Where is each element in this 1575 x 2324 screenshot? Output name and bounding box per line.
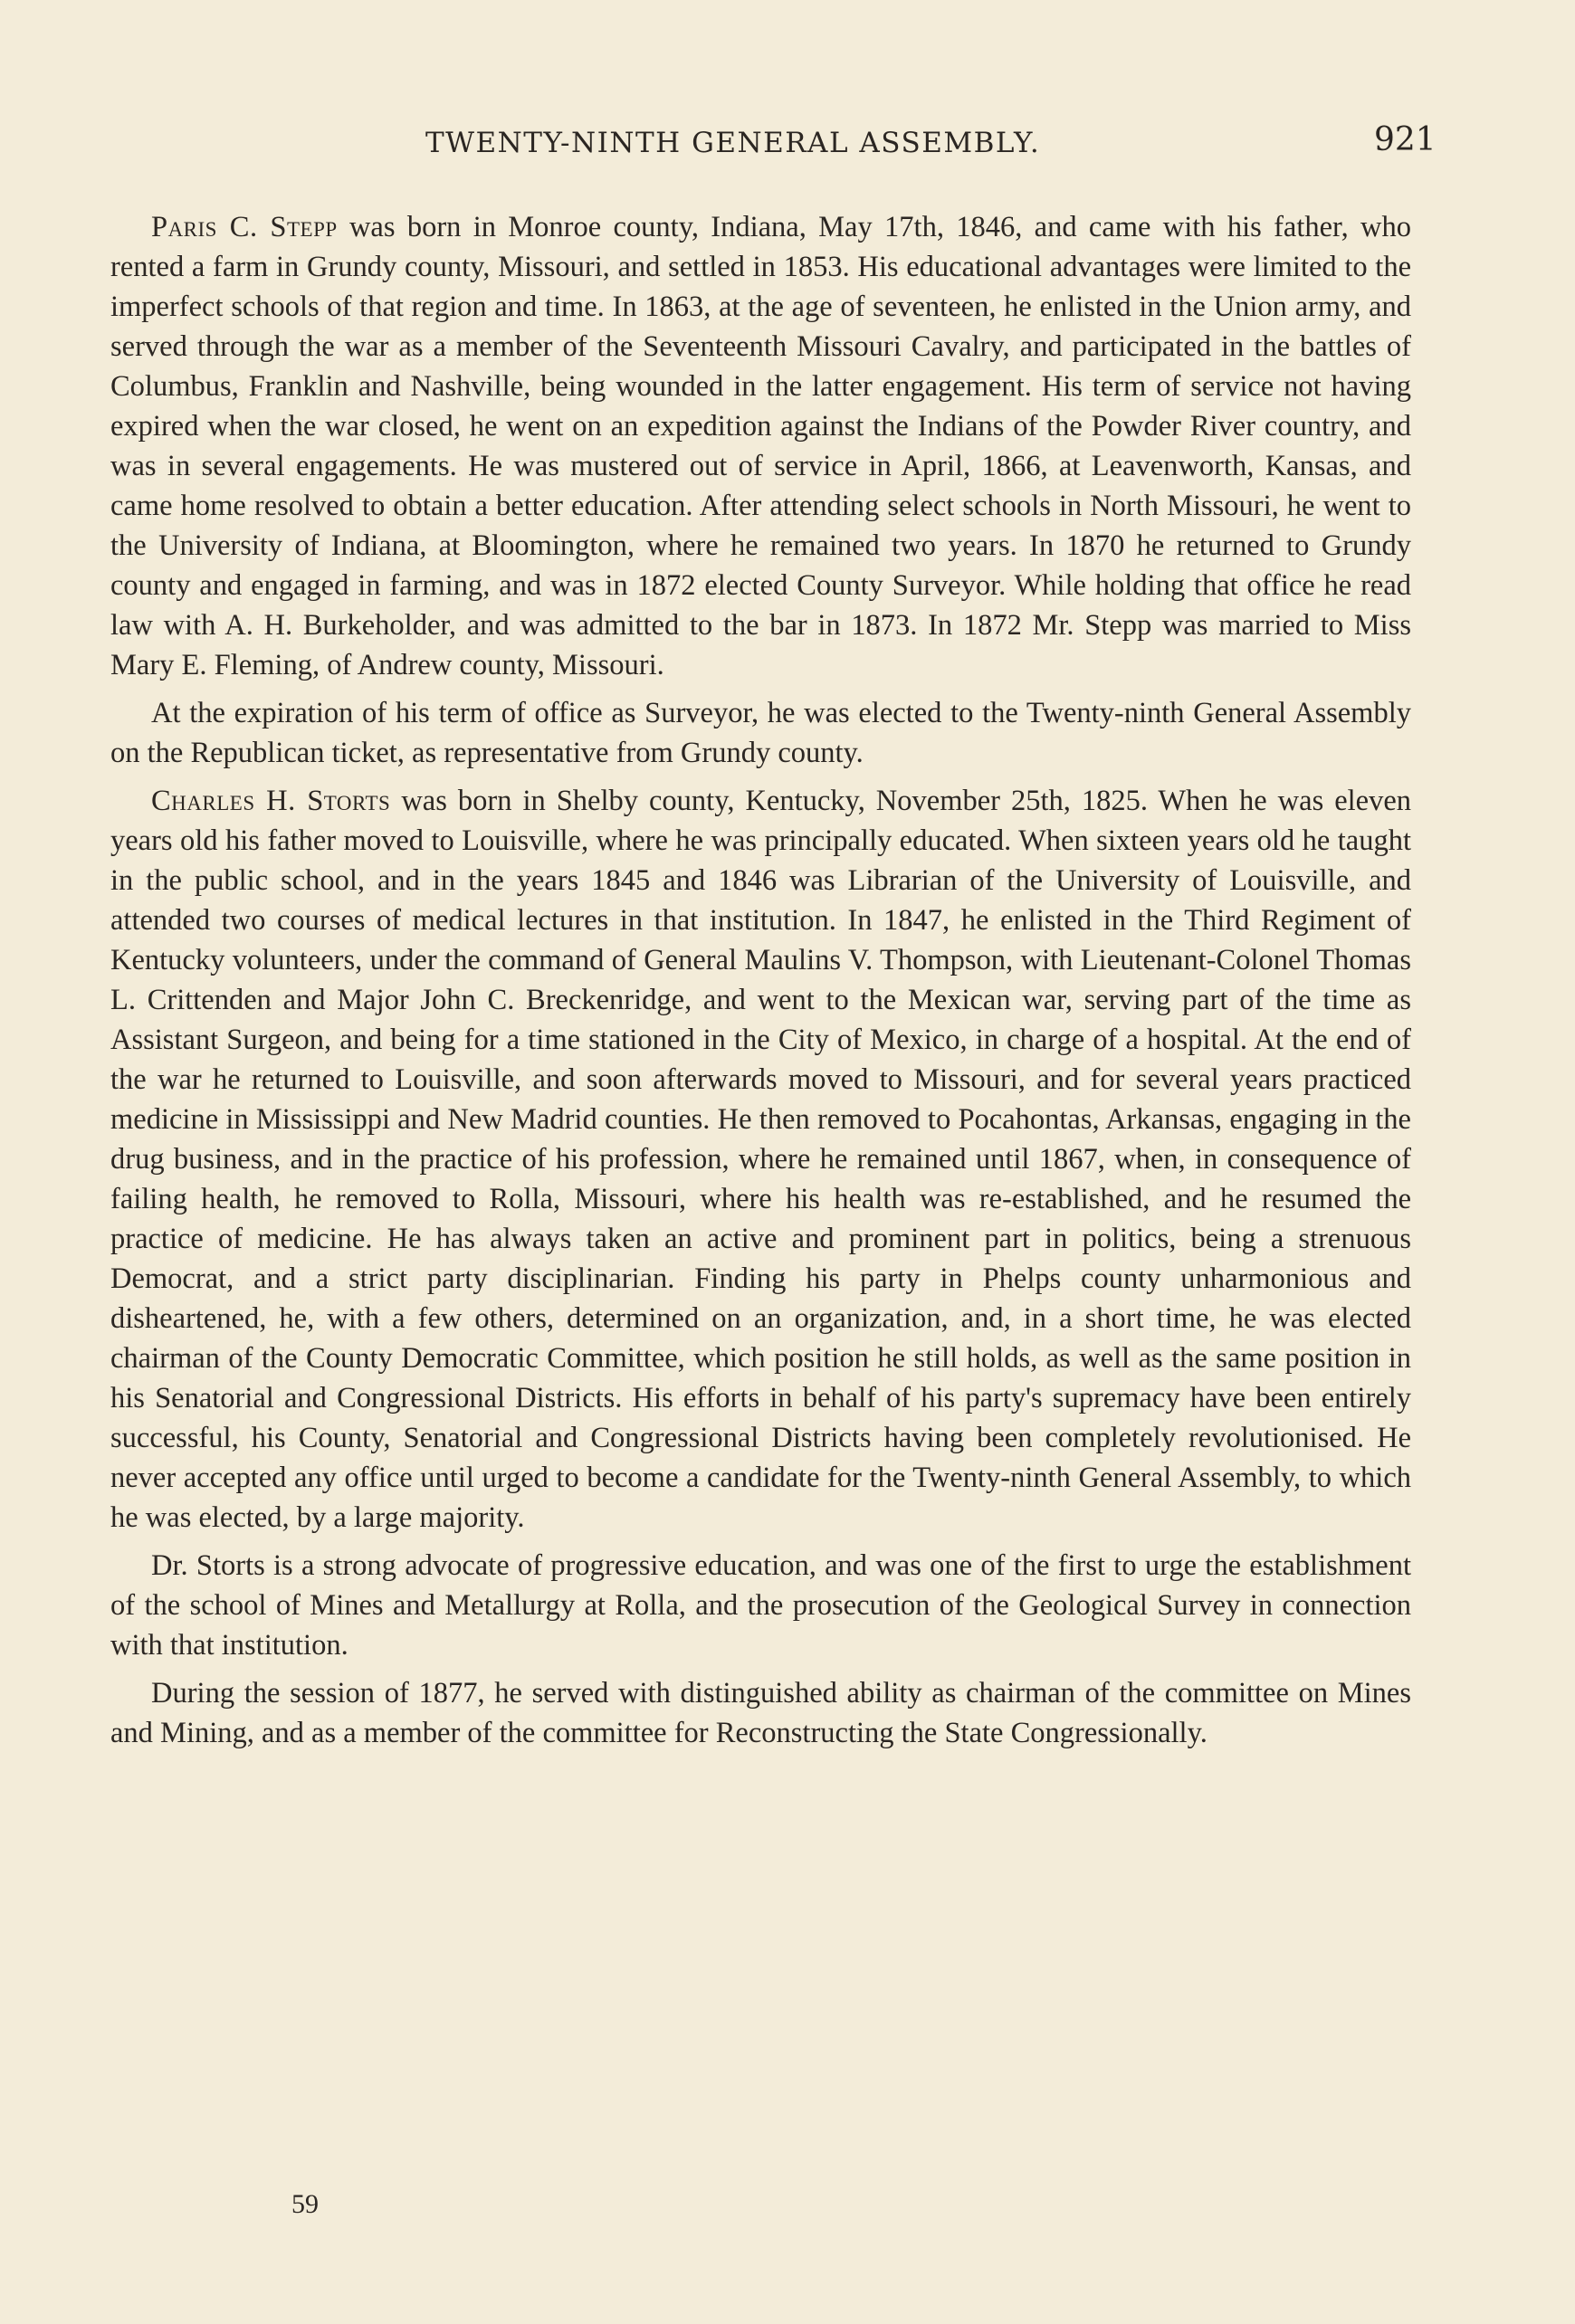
page-header: [425, 121, 1437, 176]
entry-name: Charles H. Storts: [151, 785, 391, 817]
entry-text: was born in Shelby county, Kentucky, November 25th, 1825. When he was eleven years old his father moved to Louisville, where he was principally educated. When sixteen years old he taught in the public school, and in the years 1845 and 1846 was Librarian of the University of Louisville, and attended two courses of medical lectures in that institution. In 1847, he enlisted in the Third Regiment of Kentucky volunteers, under the command of General Maulins V. Thompson, with Lieutenant-Colonel Thomas L. Crittenden and Major John C. Breckenridge, and went to the Mexican war, serving part of the time as Assistant Surgeon, and being for a time stationed in the City of Mexico, in charge of a hospital. At the end of the war he returned to Louisville, and soon afterwards moved to Missouri, and for several years practiced medicine in Mississippi and New Madrid counties. He then removed to Pocahontas, Arkansas, engaging in the drug business, and in the practice of his profession, where he remained until 1867, when, in consequence of failing health, he removed to Rolla, Missouri, where his health was re-established, and he resumed the practice of medicine. He has always taken an active and prominent part in politics, being a strenuous Democrat, and a strict party disciplinarian. Finding his party in Phelps county unharmonious and disheartened, he, with a few others, determined on an organization, and, in a short time, he was elected chairman of the County Democratic Committee, which position he still holds, as well as the same position in his Senatorial and Congressional Districts. His efforts in behalf of his party's supremacy have been entirely successful, his County, Senatorial and Congressional Districts having been completely revolutionised. He never accepted any office until urged to become a candidate for the Twenty-ninth General Assembly, to which he was elected, by a large majority.: [110, 785, 1412, 1534]
body-text: [110, 207, 1411, 1761]
entry-paragraph: During the session of 1877, he served with distinguished ability as chairman of the committee on Mines and Mining, and as a member of the committee for Reconstructing the State Congressionally.: [110, 1677, 1411, 1749]
entry-paragraph: [110, 781, 1411, 1538]
entry-text: was born in Monroe county, Indiana, May 17th, 1846, and came with his father, who rented a farm in Grundy county, Missouri, and settled in 1853. His educational advantages were limited to the imperfect schools of that region and time. In 1863, at the age of seventeen, he enlisted in the Union army, and served through the war as a member of the Seventeenth Missouri Cavalry, and participated in the battles of Columbus, Franklin and Nashville, being wounded in the latter engagement. His term of service not having expired when the war closed, he went on an expedition against the Indians of the Powder River country, and was in several engagements. He was mustered out of service in April, 1866, at Leavenworth, Kansas, and came home resolved to obtain a better education. After attending select schools in North Missouri, he went to the University of Indiana, at Bloomington, where he remained two years. In 1870 he returned to Grundy county and engaged in farming, and was in 1872 elected County Surveyor. While holding that office he read law with A. H. Burkeholder, and was admitted to the bar in 1873. In 1872 Mr. Stepp was married to Miss Mary E. Fleming, of Andrew county, Missouri.: [110, 211, 1411, 681]
running-title: TWENTY-NINTH GENERAL ASSEMBLY.: [425, 127, 1041, 159]
entry-paragraph: [110, 207, 1411, 685]
page-number: 921: [1374, 121, 1437, 158]
entry-paragraph: Dr. Storts is a strong advocate of progressive education, and was one of the first to urge the establishment of the school of Mines and Metallurgy at Rolla, and the prosecution of the Geological Survey in connection with that institution.: [110, 1549, 1411, 1662]
entry-name: Paris C. Stepp: [151, 211, 338, 243]
entry-paragraph: At the expiration of his term of office as Surveyor, he was elected to the Twenty-ninth General Assembly on the Republican ticket, as representative from Grundy county.: [110, 697, 1411, 769]
signature-mark: 59: [291, 2189, 319, 2219]
